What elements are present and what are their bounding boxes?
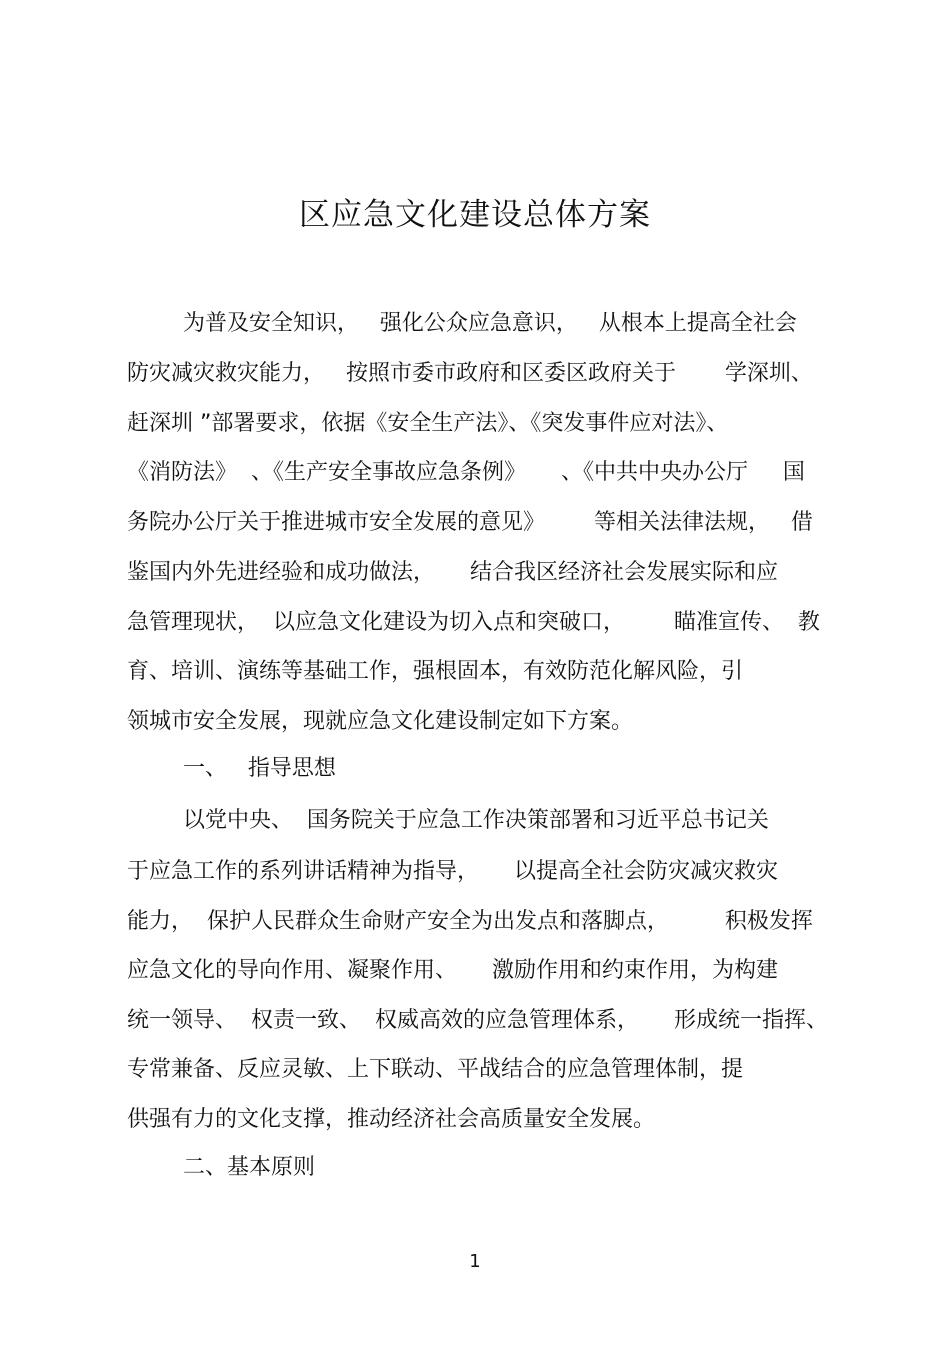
body-line: 育、培训、演练等基础工作，强根固本，有效防范化解风险，引 — [127, 659, 744, 684]
body-line: 赶深圳 ”部署要求，依据《安全生产法》、《突发事件应对法》、 — [127, 411, 729, 436]
body-line: 急管理现状， 以应急文化建设为切入点和突破口， 瞄准宣传、 教 — [127, 610, 820, 635]
body-line: 领城市安全发展，现就应急文化建设制定如下方案。 — [127, 709, 634, 734]
body-line: 供强有力的文化支撑，推动经济社会高质量安全发展。 — [127, 1107, 656, 1132]
body-line: 于应急工作的系列讲话精神为指导， 以提高全社会防灾减灾救灾 — [127, 859, 778, 884]
body-line: 鉴国内外先进经验和成功做法， 结合我区经济社会发展实际和应 — [127, 560, 778, 585]
section-heading-2: 二、基本原则 — [127, 1155, 315, 1180]
body-line: 《消防法》 、《生产安全事故应急条例》 、《中共中央办公厅 国 — [127, 460, 805, 485]
section-heading-1: 一、 指导思想 — [127, 756, 336, 781]
body-line: 为普及安全知识， 强化公众应急意识， 从根本上提高全社会 — [127, 311, 797, 336]
body-line: 专常兼备、反应灵敏、上下联动、平战结合的应急管理体制，提 — [127, 1057, 744, 1082]
body-line: 防灾减灾救灾能力， 按照市委市政府和区委区政府关于 学深圳、 — [127, 361, 813, 386]
body-line: 务院办公厅关于推进城市安全发展的意见》 等相关法律法规， 借 — [127, 510, 813, 535]
body-line: 能力， 保护人民群众生命财产安全为出发点和落脚点， 积极发挥 — [127, 909, 813, 934]
body-line: 应急文化的导向作用、凝聚作用、 激励作用和约束作用，为构建 — [127, 958, 778, 983]
page-number: 1 — [469, 1251, 481, 1272]
document-title: 区应急文化建设总体方案 — [299, 197, 651, 233]
body-line: 统一领导、 权责一致、 权威高效的应急管理体系， 形成统一指挥、 — [127, 1008, 828, 1033]
body-line: 以党中央、 国务院关于应急工作决策部署和习近平总书记关 — [127, 808, 769, 833]
